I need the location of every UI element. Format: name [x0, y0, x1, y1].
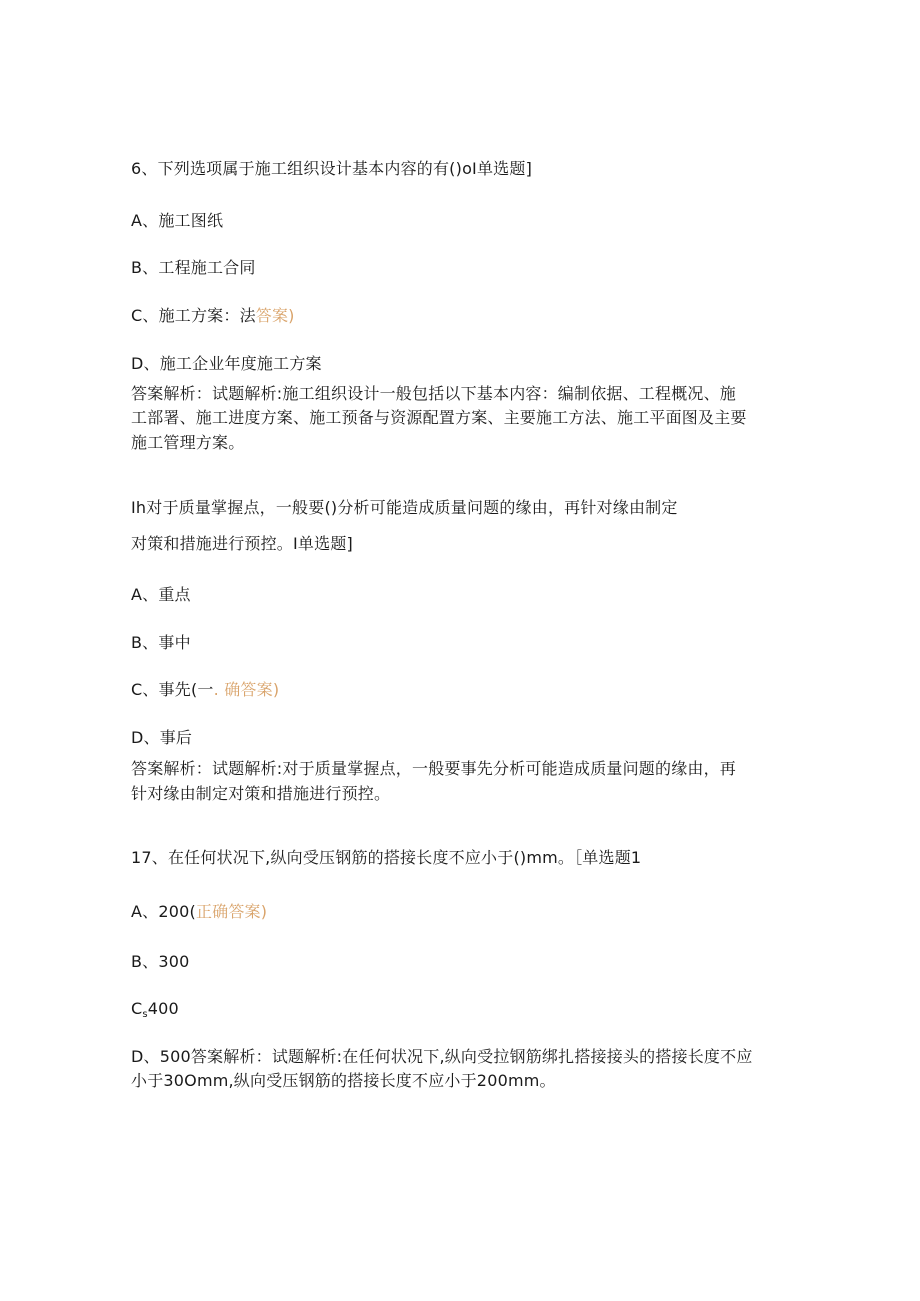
question-16-option-a: A、重点 — [131, 585, 191, 604]
question-17-option-c-subscript: s — [142, 1009, 148, 1020]
question-6-explanation-line-3: 施工管理方案。 — [131, 433, 245, 452]
question-16-title-line-2: 对策和措施进行预控。I单选题] — [131, 534, 353, 553]
question-6-title: 6、下列选项属于施工组织设计基本内容的有()oI单选题] — [131, 159, 533, 178]
question-6-option-c-text: C、施工方案：法 — [131, 306, 256, 325]
question-16-option-c — [131, 678, 279, 702]
question-16-option-b: B、事中 — [131, 633, 191, 652]
question-17-option-d-line-1: D、500答案解析：试题解析:在任何状况下,纵向受拉钢筋绑扎搭接接头的搭接长度不应 — [131, 1047, 753, 1066]
question-6-option-c — [131, 304, 295, 328]
question-17-option-c-prefix: C — [131, 999, 143, 1018]
question-6-option-b: B、工程施工合同 — [131, 258, 256, 277]
question-16-answer-dot: . — [213, 680, 219, 699]
question-16-explanation-line-2: 针对缘由制定对策和措施进行预控。 — [131, 784, 391, 803]
question-16-option-d: D、事后 — [131, 728, 193, 747]
question-17-option-b: B、300 — [131, 952, 190, 971]
question-17-option-a — [131, 900, 267, 924]
question-6-option-a: A、施工图纸 — [131, 211, 224, 230]
question-6-option-d: D、施工企业年度施工方案 — [131, 354, 322, 373]
question-6-explanation-line-1: 答案解析：试题解析:施工组织设计一般包括以下基本内容：编制依据、工程概况、施 — [131, 384, 736, 403]
question-17-title: 17、在任何状况下,纵向受压钢筋的搭接长度不应小于()mm。［单选题1 — [131, 848, 642, 867]
question-17-option-a-text: A、200( — [131, 902, 196, 921]
question-16-answer-mark: 确答案) — [224, 680, 280, 699]
question-17-option-c — [131, 997, 179, 1027]
question-16-option-c-text: C、事先(一 — [131, 680, 214, 699]
question-6-answer-mark: 答案) — [255, 306, 295, 325]
question-17-option-d-line-2: 小于30Omm,纵向受压钢筋的搭接长度不应小于200mm。 — [131, 1071, 556, 1090]
question-16-title-line-1: Ih对于质量掌握点，一般要()分析可能造成质量问题的缘由，再针对缘由制定 — [131, 498, 678, 517]
question-16-explanation-line-1: 答案解析：试题解析:对于质量掌握点，一般要事先分析可能造成质量问题的缘由，再 — [131, 759, 736, 778]
question-17-option-c-value: 400 — [147, 999, 179, 1018]
question-17-answer-mark: 正确答案) — [195, 902, 268, 921]
question-6-explanation-line-2: 工部署、施工进度方案、施工预备与资源配置方案、主要施工方法、施工平面图及主要 — [131, 408, 747, 427]
